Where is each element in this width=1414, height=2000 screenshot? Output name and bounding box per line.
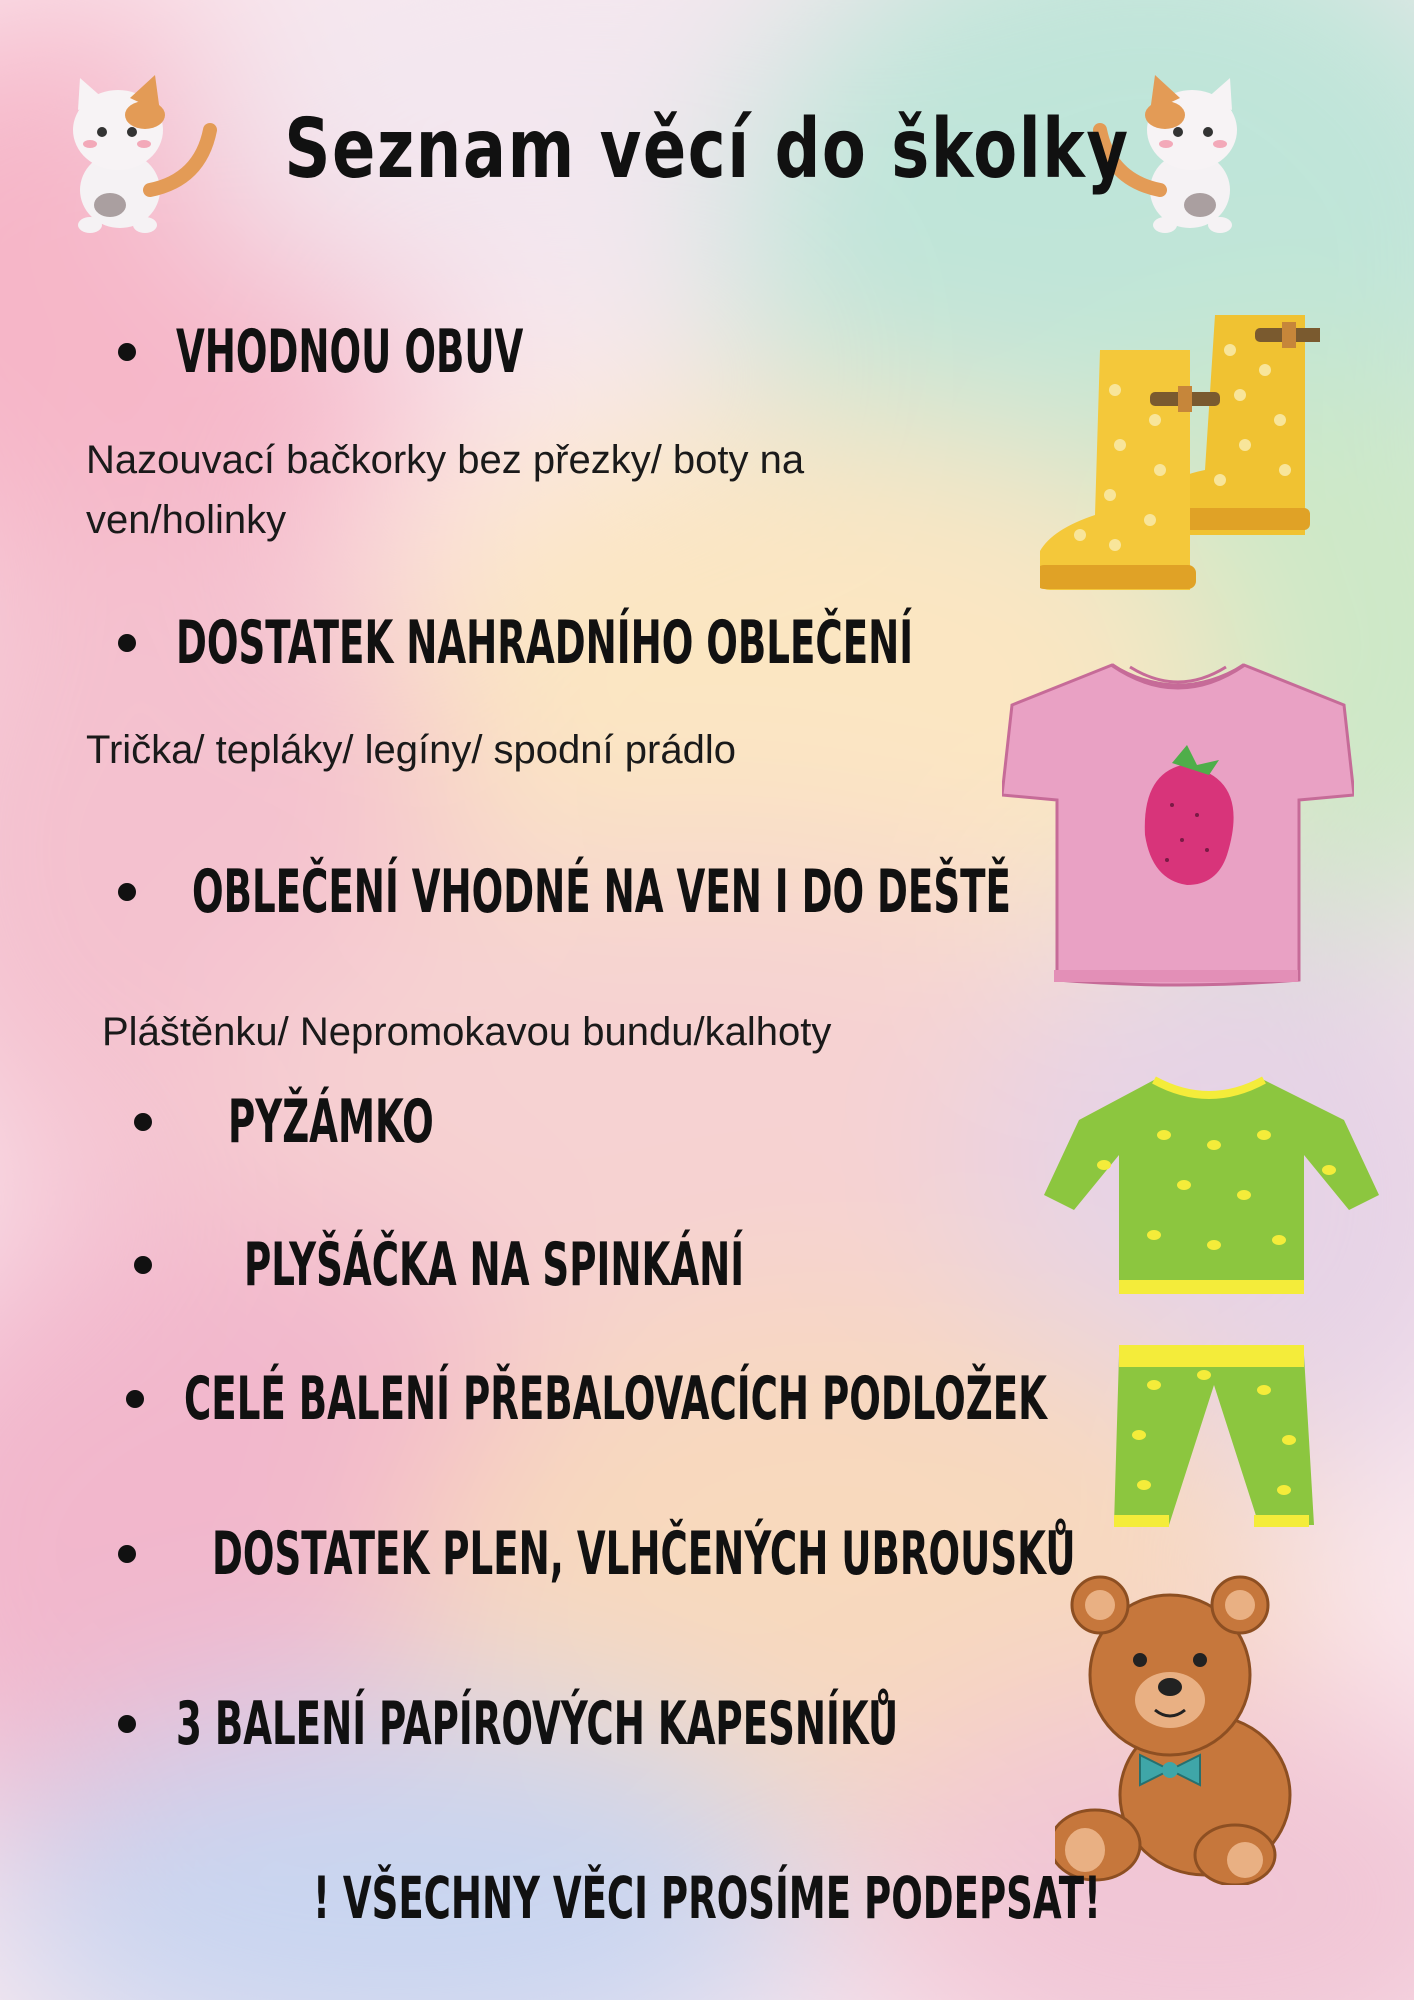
list-item-footwear-desc: Nazouvací bačkorky bez přezky/ boty na ven/holinky [86, 438, 805, 542]
list-item-spare-clothes-desc: Trička/ tepláky/ legíny/ spodní prádlo [86, 728, 736, 772]
bullet [134, 1113, 152, 1131]
list-item-outdoor-clothes: OBLEČENÍ VHODNÉ NA VEN I DO DEŠTĚ [192, 857, 1011, 927]
teddy-bear-icon [1055, 1575, 1315, 1885]
list-item-changing-pads: CELÉ BALENÍ PŘEBALOVACÍCH PODLOŽEK [184, 1364, 1048, 1434]
page-title: Seznam věcí do školky [284, 102, 1130, 197]
list-item-plush-toy: PLYŠÁČKA NA SPINKÁNÍ [244, 1230, 745, 1300]
list-item-outdoor-clothes-desc: Pláštěnku/ Nepromokavou bundu/kalhoty [102, 1010, 832, 1054]
list-item-spare-clothes: DOSTATEK NAHRADNÍHO OBLEČENÍ [176, 608, 914, 678]
bullet [134, 1256, 152, 1274]
pajamas-icon [1044, 1075, 1380, 1535]
bullet [118, 634, 136, 652]
bullet [118, 1545, 136, 1563]
footer-note: ! VŠECHNY VĚCI PROSÍME PODEPSAT! [313, 1864, 1101, 1932]
list-item-tissues: 3 BALENÍ PAPÍROVÝCH KAPESNÍKŮ [176, 1689, 899, 1759]
bullet [118, 1715, 136, 1733]
list-item-pajamas: PYŽÁMKO [228, 1087, 434, 1157]
bullet [118, 343, 136, 361]
bullet [126, 1390, 144, 1408]
list-item-footwear: VHODNOU OBUV [176, 317, 524, 387]
bullet [118, 883, 136, 901]
tshirt-icon [1002, 655, 1354, 995]
list-item-diapers-wipes: DOSTATEK PLEN, VLHČENÝCH UBROUSKŮ [212, 1519, 1076, 1589]
rain-boots-icon [1040, 310, 1320, 600]
strawberry-icon [1145, 765, 1234, 885]
